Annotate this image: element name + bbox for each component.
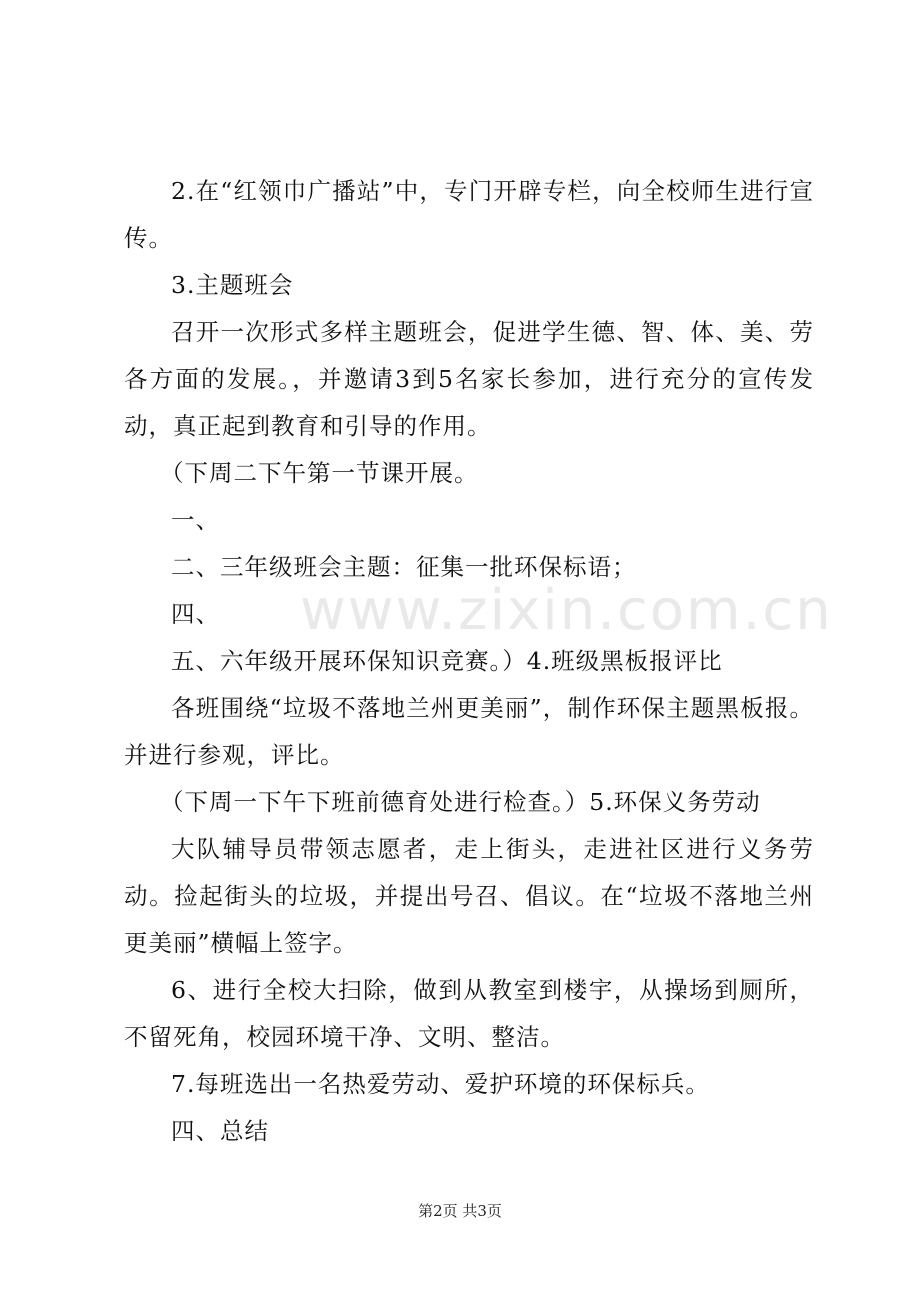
paragraph-item-two-three: 二、三年级班会主题：征集一批环保标语； [171,553,637,581]
paragraph-schedule-monday: （下周一下午下班前德育处进行检查。）5.环保义务劳动 [160,788,761,816]
document-body [124,168,814,1155]
paragraph-class-meeting: 召开一次形式多样主题班会，促进学生德、智、体、美、劳各方面的发展。，并邀请3到5名家长参加，进行充分的宣传发动，真正起到教育和引导的作用。 [124,318,814,440]
paragraph-volunteer: 大队辅导员带领志愿者，走上街头，走进社区进行义务劳动。捡起街头的垃圾，并提出号召、倡议。在“垃圾不落地兰州更美丽”横幅上签字。 [124,835,814,957]
paragraph-class-meeting-heading: 3.主题班会 [171,271,294,299]
paragraph-item-four: 四、 [171,600,220,628]
paragraph-cleaning: 6、进行全校大扫除，做到从教室到楼宇，从操场到厕所，不留死角，校园环境干净、文明、整洁。 [124,976,814,1051]
watermark: www.zixin.com.cn [300,578,833,643]
paragraph-item-one: 一、 [171,506,220,534]
paragraph-item-five-six: 五、六年级开展环保知识竞赛。）4.班级黑板报评比 [171,647,723,675]
page-number: 第2页 共3页 [418,1202,502,1220]
paragraph-schedule-tuesday: （下周二下午第一节课开展。 [160,459,479,487]
paragraph-blackboard: 各班围绕“垃圾不落地兰州更美丽”，制作环保主题黑板报。并进行参观，评比。 [124,694,814,769]
paragraph-broadcast: 2.在“红领巾广播站”中，专门开辟专栏，向全校师生进行宣传。 [124,177,814,252]
paragraph-model-student: 7.每班选出一名热爱劳动、爱护环境的环保标兵。 [171,1070,710,1098]
paragraph-summary-heading: 四、总结 [171,1117,269,1145]
page-footer [0,1200,920,1221]
